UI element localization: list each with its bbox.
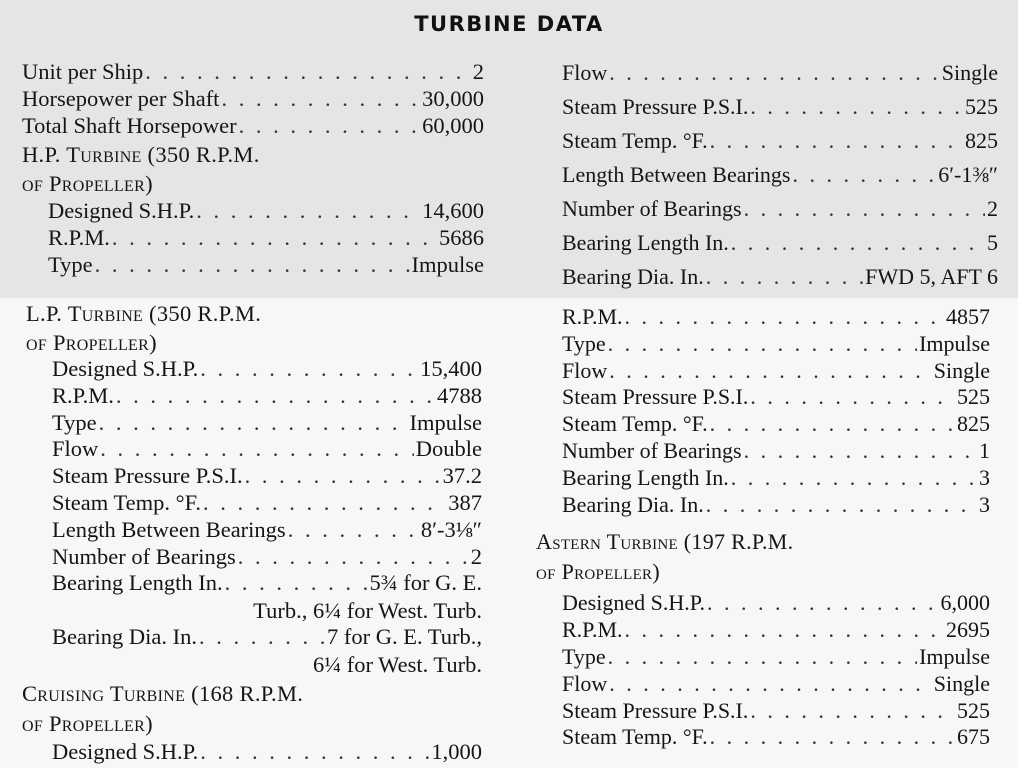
data-row: Steam Pressure P.S.I. . . . 525 [562, 90, 998, 124]
data-row: Flow . . . Single [562, 671, 990, 698]
data-row: Type . . . Impulse [562, 331, 990, 358]
data-row: Horsepower per Shaft . . . 30,000 [22, 85, 484, 112]
bottom-left-column [22, 298, 482, 765]
data-row: Bearing Length In. . . . 3 [562, 465, 990, 492]
data-row: Length Between Bearings . . . 8′-3⅛″ [52, 517, 482, 544]
bottom-right-column [536, 304, 990, 751]
page-title: TURBINE DATA [414, 12, 604, 36]
data-row: Length Between Bearings . . . 6′-1⅜″ [562, 158, 998, 192]
data-row: Bearing Dia. In. . . . 3 [562, 492, 990, 519]
lp-turbine-heading: L.P. Turbine (350 R.P.M. [26, 301, 262, 326]
lp-turbine-subheading: of Propeller) [26, 330, 157, 355]
data-row: Total Shaft Horsepower . . . 60,000 [22, 112, 484, 139]
hp-turbine-rows [22, 197, 484, 278]
data-row: Number of Bearings . . . 1 [562, 438, 990, 465]
hp-turbine-subheading: of Propeller) [22, 171, 153, 196]
data-row: Type . . . Impulse [48, 251, 484, 278]
data-row: R.P.M. . . . 4788 [52, 383, 482, 410]
data-row: Flow . . . Single [562, 358, 990, 385]
top-left-column [22, 58, 484, 278]
data-row: Unit per Ship . . . 2 [22, 58, 484, 85]
data-row: Type . . . Impulse [52, 410, 482, 437]
bearing-dia-continuation: 6¼ for West. Turb. [312, 651, 482, 677]
data-row: Designed S.H.P. . . . 1,000 [52, 738, 482, 765]
data-row: Flow . . . Single [562, 56, 998, 90]
data-row: Number of Bearings . . . 2 [52, 544, 482, 571]
cruising-turbine-heading: Cruising Turbine (168 R.P.M. [22, 680, 304, 706]
data-row: R.P.M. . . . 4857 [562, 304, 990, 331]
data-row: Steam Temp. °F. . . . 825 [562, 124, 998, 158]
data-row: R.P.M. . . . 2695 [562, 617, 990, 644]
data-row: Number of Bearings . . . 2 [562, 192, 998, 226]
data-row: Steam Temp. °F. . . . 825 [562, 411, 990, 438]
cruising-turbine-rows [26, 738, 482, 765]
data-row: Steam Pressure P.S.I. . . . 525 [562, 384, 990, 411]
data-row: Designed S.H.P. . . . 14,600 [48, 197, 484, 224]
astern-turbine-subheading: of Propeller) [536, 559, 660, 585]
top-right-column [562, 56, 998, 294]
hp-turbine-heading: H.P. Turbine (350 R.P.M. [22, 142, 260, 167]
bearing-dia-row: Bearing Dia. In. . . . 7 for G. E. Turb., [52, 624, 482, 651]
bearing-length-continuation: Turb., 6¼ for West. Turb. [253, 598, 482, 624]
general-section [22, 58, 484, 139]
astern-turbine-rows [562, 590, 990, 751]
data-row: Steam Pressure P.S.I. . . . 37.2 [52, 463, 482, 490]
data-row: R.P.M. . . . 5686 [48, 224, 484, 251]
data-row: Bearing Dia. In. . . . FWD 5, AFT 6 [562, 260, 998, 294]
data-row: Designed S.H.P. . . . 6,000 [562, 590, 990, 617]
data-row: Type . . . Impulse [562, 644, 990, 671]
data-row: Bearing Length In. . . . 5 [562, 226, 998, 260]
data-row: Steam Temp. °F. . . . 387 [52, 490, 482, 517]
cruising-turbine-subheading: of Propeller) [22, 710, 153, 736]
data-row: Flow . . . Double [52, 436, 482, 463]
data-row: Designed S.H.P. . . . 15,400 [52, 356, 482, 383]
bearing-length-row: Bearing Length In. . . . 5¾ for G. E. [52, 570, 482, 597]
astern-turbine-heading: Astern Turbine (197 R.P.M. [536, 529, 794, 555]
lp-turbine-rows [26, 356, 482, 678]
data-row: Steam Temp. °F. . . . 675 [562, 724, 990, 751]
lp-turbine-continued-rows [562, 304, 990, 518]
data-row: Steam Pressure P.S.I. . . . 525 [562, 698, 990, 725]
